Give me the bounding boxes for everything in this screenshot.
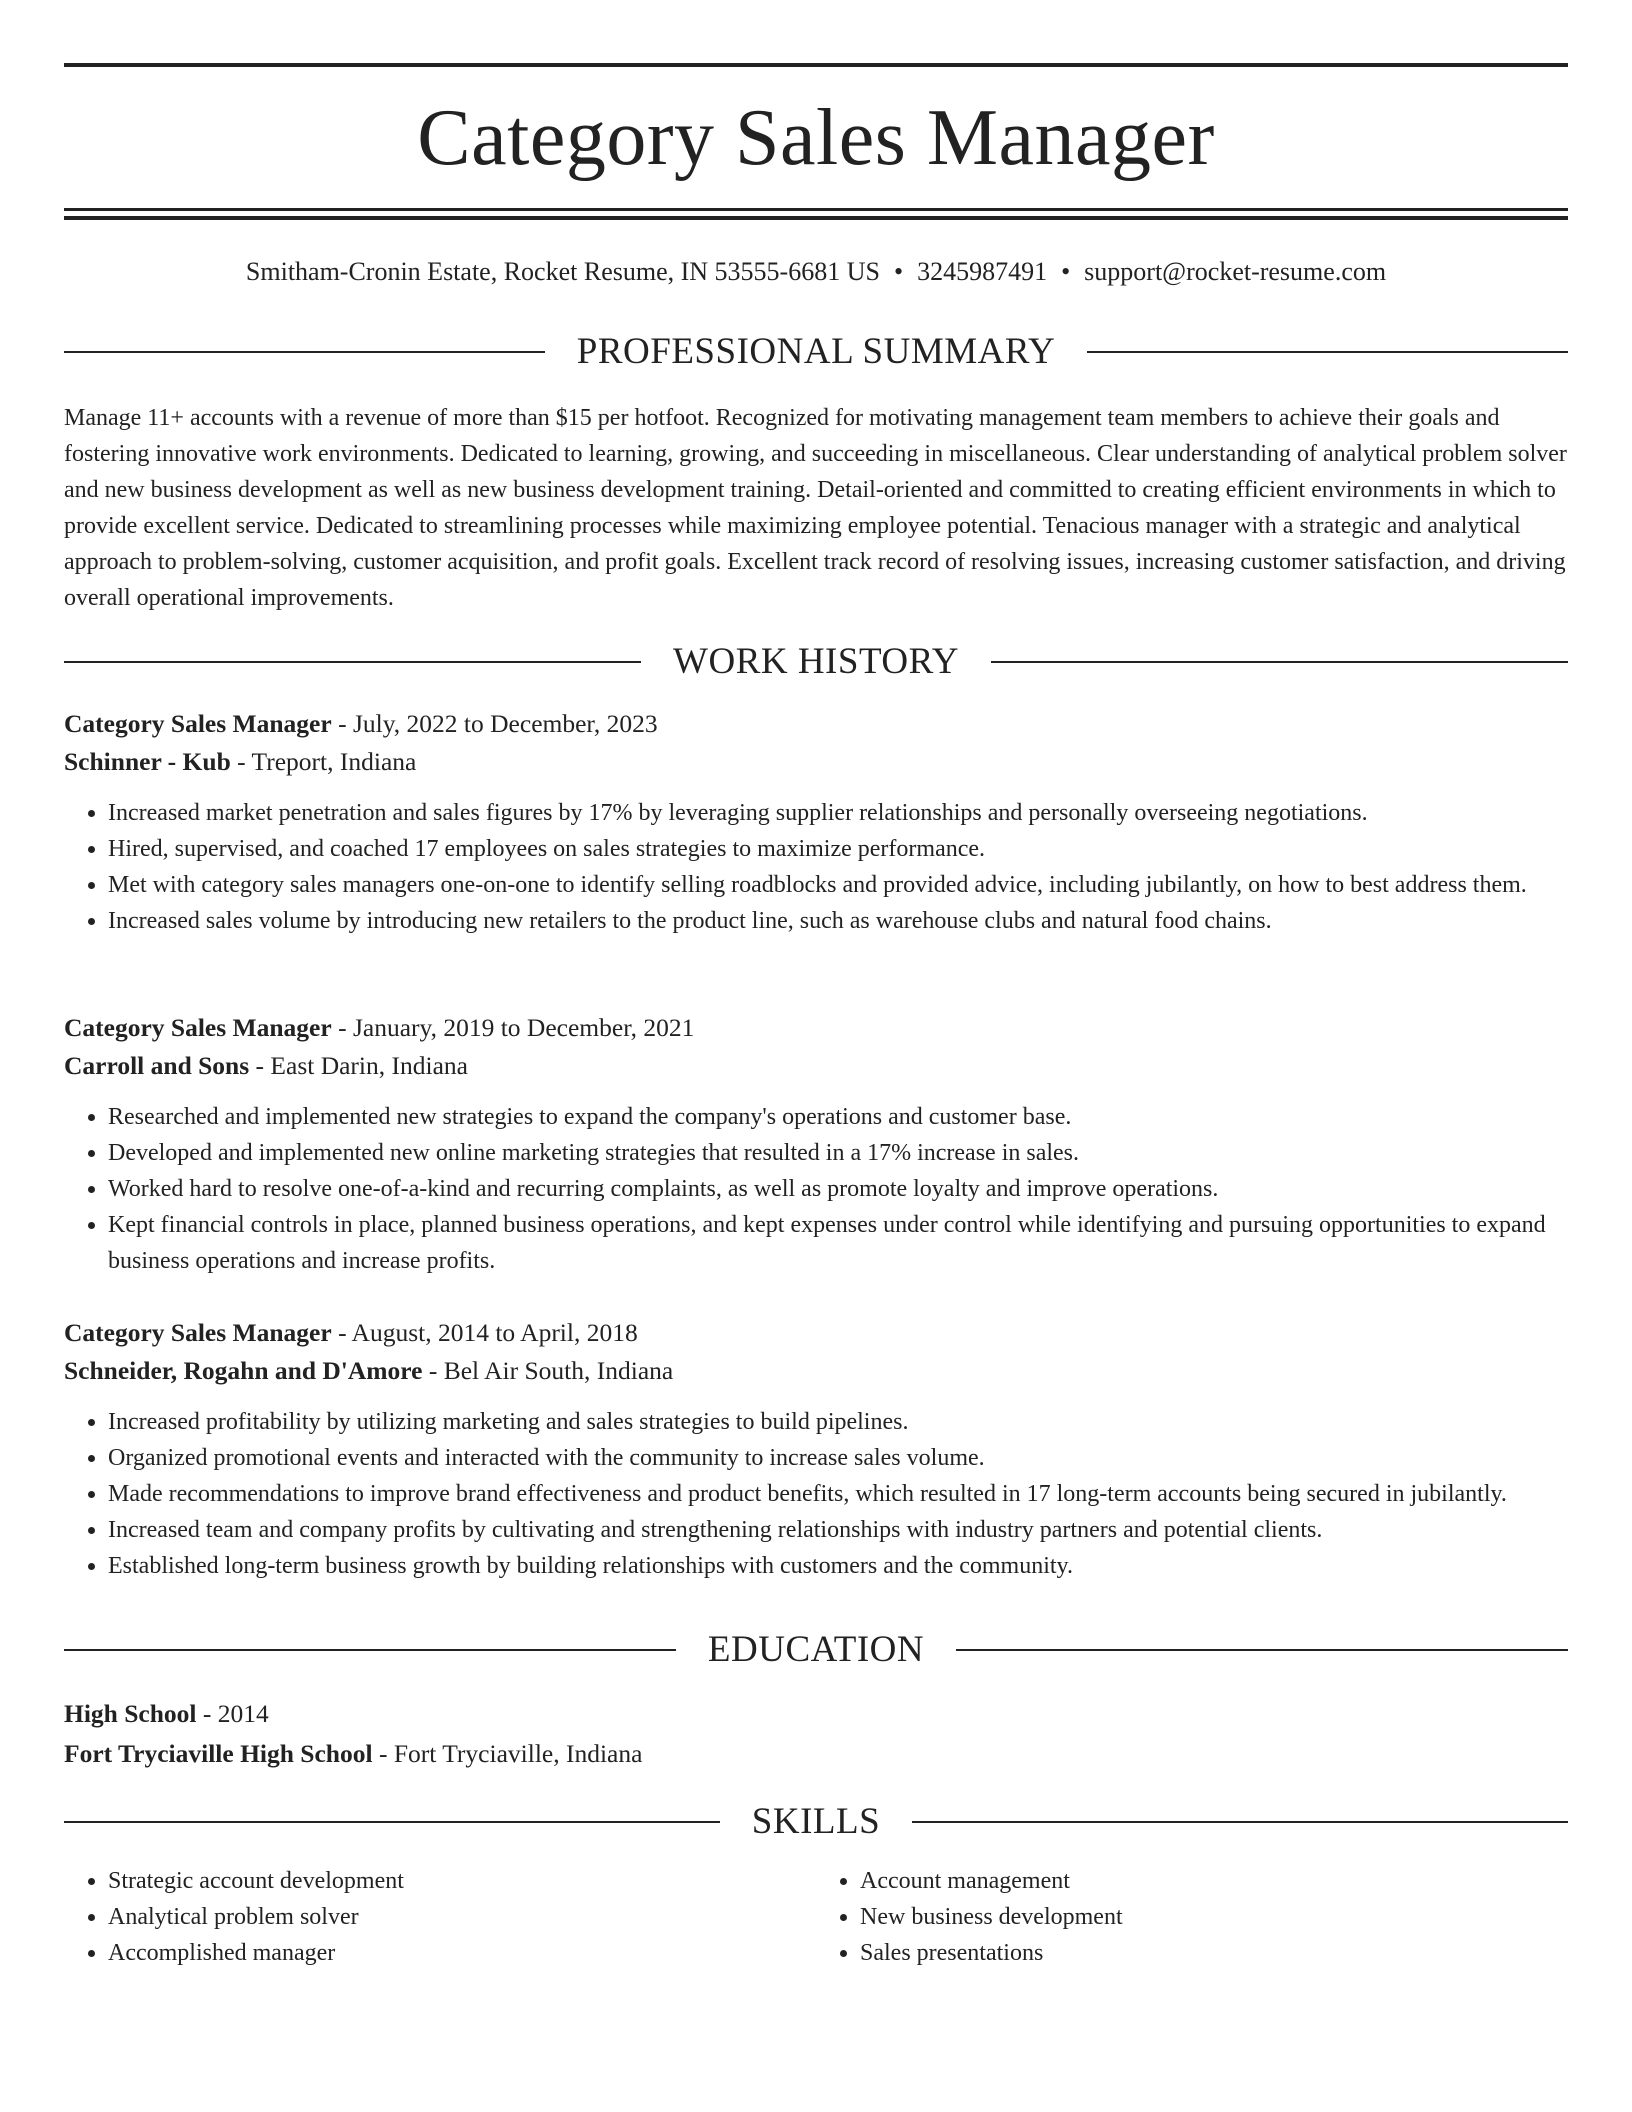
job-bullet: • Increased sales volume by introducing new retailers to the product line, such as warehouse clubs and natural food chains. xyxy=(108,903,1568,939)
job-bullet: • Made recommendations to improve brand effectiveness and product benefits, which resulted in 17 long-term accounts being secured in jubilantly. xyxy=(108,1476,1568,1512)
skill-item: • Account management xyxy=(860,1863,1568,1899)
job-bullet: • Met with category sales managers one-on-one to identify selling roadblocks and provided advice, including jubilantly, on how to best address them. xyxy=(108,867,1568,903)
job-company-line xyxy=(64,1047,1568,1085)
job-title: Category Sales Manager xyxy=(64,1013,332,1042)
skill-item: • Analytical problem solver xyxy=(108,1899,816,1935)
job-bullet: • Established long-term business growth by building relationships with customers and the community. xyxy=(108,1548,1568,1584)
education-school-line xyxy=(64,1734,1568,1774)
dash: - xyxy=(338,1013,347,1042)
skill-item: • New business development xyxy=(860,1899,1568,1935)
job-bullets xyxy=(64,1404,1568,1584)
job-bullet: • Kept financial controls in place, planned business operations, and kept expenses under control while identifying and pursuing opportunities to expand business operations and increase profits. xyxy=(108,1207,1568,1279)
title-rule-upper xyxy=(64,208,1568,211)
section-heading-work xyxy=(64,640,1568,684)
contact-address: Smitham-Cronin Estate, Rocket Resume, IN 53555-6681 US xyxy=(245,257,880,286)
dash: - xyxy=(378,1739,388,1768)
dash: - xyxy=(202,1699,212,1728)
education-entry xyxy=(64,1694,1568,1774)
summary-text: Manage 11+ accounts with a revenue of more than $15 per hotfoot. Recognized for motivating management team members to achieve their goals and fostering innovative work environments. Dedicated to learning, growing, and succeeding in miscellaneous. Clear understanding of analytical problem solver and new business development as well as new business development training. Detail-oriented and committed to creating efficient environments in which to provide excellent service. Dedicated to streamlining processes while maximizing employee potential. Tenacious manager with a strategic and analytical approach to problem-solving, customer acquisition, and profit goals. Excellent track record of resolving issues, increasing customer satisfaction, and driving overall operational improvements. xyxy=(64,405,1567,611)
job-title: Category Sales Manager xyxy=(64,1318,332,1347)
dash: - xyxy=(237,747,246,776)
skills-column-left xyxy=(64,1863,816,1971)
contact-line xyxy=(64,255,1568,289)
job-title-line xyxy=(64,1009,1568,1047)
section-title: PROFESSIONAL SUMMARY xyxy=(576,331,1056,372)
job-bullet: • Researched and implemented new strategies to expand the company's operations and customer base. xyxy=(108,1099,1568,1135)
job-bullet: • Organized promotional events and interacted with the community to increase sales volume. xyxy=(108,1440,1568,1476)
job-bullet: • Increased market penetration and sales figures by 17% by leveraging supplier relationships and personally overseeing negotiations. xyxy=(108,795,1568,831)
job-dates: January, 2019 to December, 2021 xyxy=(352,1013,695,1042)
job-entry xyxy=(64,1314,1568,1584)
job-company: Schneider, Rogahn and D'Amore xyxy=(64,1356,423,1385)
job-bullets xyxy=(64,795,1568,939)
dash: - xyxy=(428,1356,438,1385)
contact-separator: • xyxy=(893,257,904,286)
heading-rule xyxy=(956,1649,1568,1651)
job-bullet: • Developed and implemented new online marketing strategies that resulted in a 17% increase in sales. xyxy=(108,1135,1568,1171)
job-bullet: • Increased team and company profits by cultivating and strengthening relationships with industry partners and potential clients. xyxy=(108,1512,1568,1548)
job-entry xyxy=(64,1009,1568,1279)
skill-item: • Strategic account development xyxy=(108,1863,816,1899)
title-rule-lower xyxy=(64,216,1568,220)
contact-email: support@rocket-resume.com xyxy=(1084,257,1387,286)
education-year: 2014 xyxy=(217,1699,269,1728)
job-location: East Darin, Indiana xyxy=(270,1051,468,1080)
heading-rule xyxy=(64,661,641,663)
section-heading-education xyxy=(64,1628,1568,1672)
job-dates: July, 2022 to December, 2023 xyxy=(352,709,658,738)
education-location: Fort Tryciaville, Indiana xyxy=(393,1739,643,1768)
education-degree-line xyxy=(64,1694,1568,1734)
job-company: Carroll and Sons xyxy=(64,1051,250,1080)
education-degree: High School xyxy=(64,1699,197,1728)
heading-rule xyxy=(912,1821,1568,1823)
job-bullet: • Increased profitability by utilizing marketing and sales strategies to build pipelines. xyxy=(108,1404,1568,1440)
skill-item: • Sales presentations xyxy=(860,1935,1568,1971)
resume-title: Category Sales Manager xyxy=(417,94,1215,182)
skills-list xyxy=(64,1863,1568,1971)
job-bullet: • Worked hard to resolve one-of-a-kind and recurring complaints, as well as promote loyalty and improve operations. xyxy=(108,1171,1568,1207)
heading-rule xyxy=(991,661,1568,663)
contact-separator: • xyxy=(1061,257,1071,286)
heading-rule xyxy=(64,1821,720,1823)
job-bullet: • Hired, supervised, and coached 17 employees on sales strategies to maximize performance. xyxy=(108,831,1568,867)
job-location: Bel Air South, Indiana xyxy=(443,1356,674,1385)
dash: - xyxy=(255,1051,265,1080)
skill-item: • Accomplished manager xyxy=(108,1935,816,1971)
section-title: WORK HISTORY xyxy=(673,641,959,682)
heading-rule xyxy=(64,1649,676,1651)
job-title: Category Sales Manager xyxy=(64,709,332,738)
education-school: Fort Tryciaville High School xyxy=(64,1739,373,1768)
job-company: Schinner - Kub xyxy=(64,747,231,776)
heading-rule xyxy=(64,351,545,353)
skills-column-right xyxy=(816,1863,1568,1971)
section-title: SKILLS xyxy=(751,1801,881,1842)
job-company-line xyxy=(64,743,1568,781)
section-title: EDUCATION xyxy=(707,1629,925,1670)
top-rule xyxy=(64,63,1568,67)
job-company-line xyxy=(64,1352,1568,1390)
section-heading-summary xyxy=(64,330,1568,374)
job-title-line xyxy=(64,705,1568,743)
dash: - xyxy=(338,1318,347,1347)
job-bullets xyxy=(64,1099,1568,1279)
section-heading-skills xyxy=(64,1800,1568,1844)
job-entry xyxy=(64,705,1568,939)
job-location: Treport, Indiana xyxy=(251,747,417,776)
job-dates: August, 2014 to April, 2018 xyxy=(351,1318,638,1347)
dash: - xyxy=(338,709,347,738)
contact-phone: 3245987491 xyxy=(917,257,1048,286)
heading-rule xyxy=(1087,351,1568,353)
job-title-line xyxy=(64,1314,1568,1352)
